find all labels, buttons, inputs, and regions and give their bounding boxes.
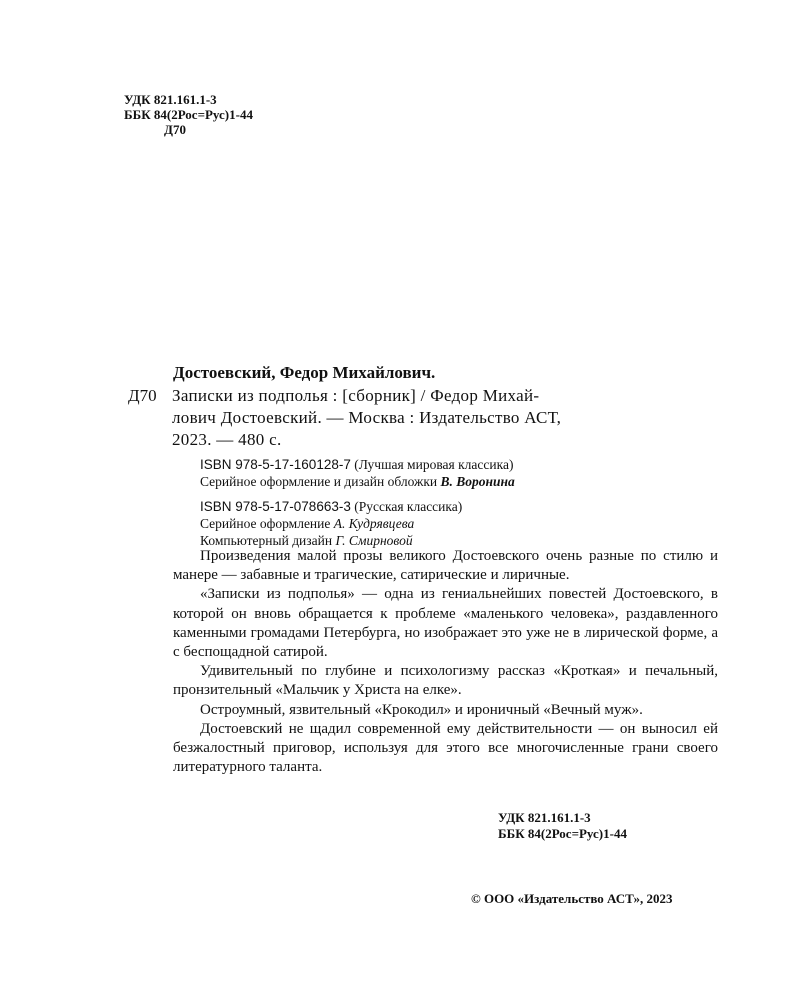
isbn-block-1 — [200, 456, 515, 490]
annotation-paragraph: Остроумный, язвительный «Крокодил» и ироничный «Вечный муж». — [200, 701, 643, 718]
annotation-paragraph: Произведения малой прозы великого Достоевского очень разные по стилю и манере — забавные и трагические, сатирические и лиричные. — [173, 548, 718, 584]
isbn-number: ISBN 978-5-17-160128-7 — [200, 457, 351, 472]
series-name: (Русская классика) — [354, 499, 463, 514]
isbn-number: ISBN 978-5-17-078663-3 — [200, 499, 351, 514]
bbk-code: ББК 84(2Рос=Рус)1-44 — [498, 826, 627, 841]
design-credit-person: А. Кудрявцева — [333, 516, 415, 531]
title-line-2: лович Достоевский. — Москва : Издательство АСТ, — [172, 408, 562, 427]
classification-block-top — [124, 92, 253, 137]
series-name: (Лучшая мировая классика) — [354, 457, 514, 472]
isbn-block-2 — [200, 498, 462, 549]
design-credit-label: Серийное оформление — [200, 516, 331, 531]
annotation-paragraph: Удивительный по глубине и психологизму рассказ «Кроткая» и печальный, пронзительный «Мальчик у Христа на елке». — [173, 663, 718, 699]
annotation-paragraph: Достоевский не щадил современной ему действительности — он выносил ей безжалостный приговор, используя для этого все многочисленные грани своего литературного таланта. — [173, 720, 718, 776]
udk-code: УДК 821.161.1-3 — [498, 810, 591, 825]
udk-code: УДК 821.161.1-3 — [124, 92, 217, 107]
title-line-3: 2023. — 480 с. — [172, 430, 282, 449]
cutter-mark: Д70 — [128, 386, 157, 405]
design-credit-person: В. Воронина — [440, 474, 515, 489]
design-credit-label: Серийное оформление и дизайн обложки — [200, 474, 438, 489]
author-mark: Д70 — [164, 122, 186, 137]
computer-design-label: Компьютерный дизайн — [200, 533, 333, 548]
annotation-paragraph: «Записки из подполья» — одна из гениальнейших повестей Достоевского, в которой он вновь обращается к проблеме «маленького человека», раздавленного каменными громадами Петербурга, но изображает это уже не в лирической форме, а с беспощадной сатирой. — [173, 586, 718, 661]
computer-design-person: Г. Смирновой — [335, 533, 413, 548]
bbk-code: ББК 84(2Рос=Рус)1-44 — [124, 107, 253, 122]
annotation — [173, 547, 718, 777]
title-line-1: Записки из подполья : [сборник] / Федор Михай- — [172, 386, 540, 405]
copyright-notice: © ООО «Издательство АСТ», 2023 — [471, 891, 673, 906]
author-heading: Достоевский, Федор Михайлович. — [173, 363, 436, 382]
classification-block-bottom — [498, 810, 627, 842]
